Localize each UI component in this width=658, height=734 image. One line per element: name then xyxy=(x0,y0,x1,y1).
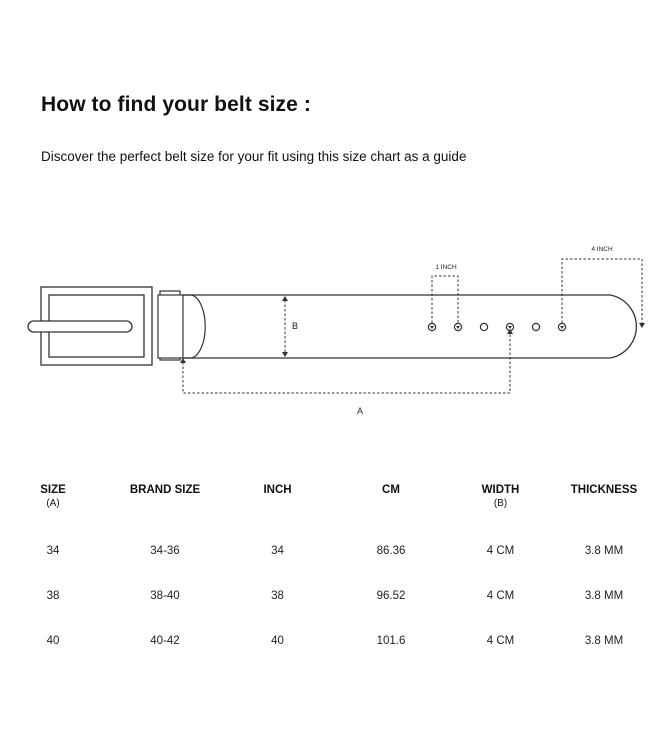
table-cell-width: 4 CM xyxy=(486,590,515,602)
size-chart-table xyxy=(0,476,658,677)
column-header-cm: CM xyxy=(382,484,400,496)
keeper-band xyxy=(158,295,183,358)
table-cell-width: 4 CM xyxy=(486,635,515,647)
column-header-width: WIDTH (B) xyxy=(481,484,520,509)
column-header-brand-size: BRAND SIZE xyxy=(129,484,201,496)
table-cell-size: 38 xyxy=(46,590,60,602)
table-cell-thickness: 3.8 MM xyxy=(584,635,624,647)
table-cell-thickness: 3.8 MM xyxy=(584,545,624,557)
belt-strap xyxy=(183,295,636,358)
page-title: How to find your belt size : xyxy=(41,93,311,116)
table-cell-brand-size: 38-40 xyxy=(150,590,180,602)
one-inch-label: 1 INCH xyxy=(435,264,457,271)
four-inch-dimension xyxy=(562,259,642,327)
hole-arrow-marks xyxy=(430,326,564,329)
belt-hole xyxy=(480,323,487,330)
buckle xyxy=(28,287,152,365)
belt-keeper xyxy=(158,291,183,360)
width-b-label: B xyxy=(292,321,299,331)
table-cell-cm: 101.6 xyxy=(376,635,406,647)
belt-holes xyxy=(428,323,565,330)
column-header-thickness: THICKNESS xyxy=(570,484,638,496)
table-cell-brand-size: 34-36 xyxy=(150,545,180,557)
table-row xyxy=(0,587,658,632)
table-row xyxy=(0,542,658,587)
length-a-label: A xyxy=(356,406,364,416)
table-cell-inch: 40 xyxy=(271,635,284,647)
four-inch-arrowhead xyxy=(639,323,645,328)
table-row xyxy=(0,632,658,677)
table-cell-brand-size: 40-42 xyxy=(150,635,180,647)
buckle-prong xyxy=(28,321,132,332)
table-cell-inch: 34 xyxy=(271,545,284,557)
table-cell-size: 34 xyxy=(46,545,60,557)
column-header-size: SIZE (A) xyxy=(40,484,66,509)
table-cell-width: 4 CM xyxy=(486,545,515,557)
table-cell-thickness: 3.8 MM xyxy=(584,590,624,602)
one-inch-dimension xyxy=(432,276,458,323)
table-cell-cm: 96.52 xyxy=(376,590,406,602)
length-a-dimension xyxy=(183,333,510,393)
column-header-inch: INCH xyxy=(263,484,292,496)
page-subtitle: Discover the perfect belt size for your fit using this size chart as a guide xyxy=(41,149,467,164)
table-cell-inch: 38 xyxy=(271,590,284,602)
table-header-row xyxy=(0,476,658,542)
four-inch-label: 4 INCH xyxy=(591,246,613,253)
belt-hole xyxy=(532,323,539,330)
belt-strap-fold xyxy=(183,295,205,358)
table-cell-size: 40 xyxy=(46,635,60,647)
belt-diagram xyxy=(0,230,658,430)
table-cell-cm: 86.36 xyxy=(376,545,406,557)
